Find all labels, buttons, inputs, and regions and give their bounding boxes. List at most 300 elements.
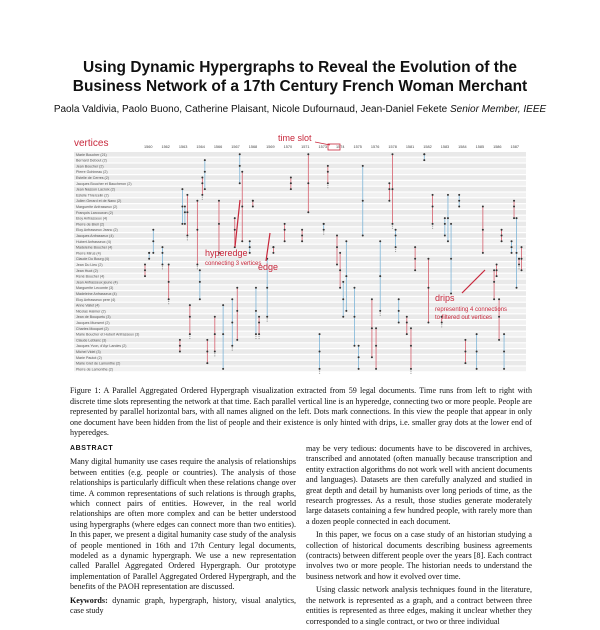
drip-dot: [410, 371, 411, 372]
connection-dot: [199, 298, 201, 300]
person-label: Estelle Thiercelin (2): [76, 193, 109, 198]
connection-dot: [362, 235, 364, 237]
connection-dot: [427, 322, 429, 324]
connection-dot: [391, 223, 393, 225]
authors-names: Paola Valdivia, Paolo Buono, Catherine Plaisant, Nicole Dufournaud, Jean-Daniel Fekete: [53, 104, 448, 115]
connection-dot: [447, 240, 449, 242]
person-label: Jean de Bouquetu (3): [76, 315, 111, 320]
connection-dot: [319, 333, 321, 335]
drip-dot: [441, 326, 442, 327]
connection-dot: [518, 264, 520, 266]
connection-dot: [204, 188, 206, 190]
body-paragraph-1: may be very tedious: documents have to be discovered in archives, transcribed and annotated (often manually because transcription and entity extraction algorithms do not work well with ancient documents and languages). Datasets are then carefully analyzed and studied in great depth and detail by humanists over long periods of time, as the research progresses. As a result, those studies generate moderately large datasets containing a few hundred people, with rarely more than a dozen people connected in each document.: [306, 444, 532, 526]
drip-dot: [189, 338, 190, 339]
person-row: [74, 216, 526, 221]
connection-dot: [222, 304, 224, 306]
keywords-label: Keywords:: [70, 595, 108, 605]
connection-dot: [379, 240, 381, 242]
connection-dot: [511, 252, 513, 254]
connection-dot: [406, 322, 408, 324]
person-row: [74, 297, 526, 302]
connection-dot: [301, 229, 303, 231]
drip-dot: [380, 313, 381, 314]
connection-dot: [290, 177, 292, 179]
drip-dot: [327, 185, 328, 186]
connection-dot: [204, 159, 206, 161]
connection-dot: [444, 235, 446, 237]
connection-dot: [186, 211, 188, 213]
connection-dot: [450, 258, 452, 260]
connection-dot: [148, 258, 150, 260]
year-label: 1567: [231, 145, 240, 149]
connection-dot: [201, 177, 203, 179]
drip-dot: [380, 315, 381, 316]
connection-dot: [249, 246, 251, 248]
drip-dot: [395, 251, 396, 252]
connection-dot: [353, 287, 355, 289]
connection-dot: [501, 240, 503, 242]
drip-dot: [267, 321, 268, 322]
person-row: [74, 274, 526, 279]
drip-dot: [202, 197, 203, 198]
connection-dot: [395, 235, 397, 237]
connection-dot: [447, 217, 449, 219]
person-label: Marguerite Anfrasseux (2): [76, 205, 118, 209]
connection-dot: [391, 188, 393, 190]
year-label: 1574: [336, 145, 345, 149]
person-row: [74, 222, 526, 227]
drip-dot: [255, 338, 256, 339]
person-label: René Boucher (4): [76, 274, 105, 279]
drip-dot: [232, 347, 233, 348]
connection-dot: [161, 264, 163, 266]
year-label: 1570: [283, 145, 293, 149]
connection-dot: [199, 281, 201, 283]
drip-dot: [189, 336, 190, 337]
year-label: 1583: [440, 145, 450, 149]
person-row: [74, 343, 526, 348]
drip-dot: [214, 353, 215, 354]
connection-dot: [414, 246, 416, 248]
person-row: [74, 239, 526, 244]
connection-dot: [284, 240, 286, 242]
person-row: [74, 280, 526, 285]
connection-dot: [222, 333, 224, 335]
connection-dot: [206, 351, 208, 353]
drip-dot: [327, 187, 328, 188]
person-label: Pierre Gohineau (2): [76, 170, 108, 175]
connection-dot: [516, 252, 518, 254]
connection-dot: [290, 182, 292, 184]
year-label: 1573: [318, 145, 327, 149]
person-row: [74, 181, 526, 186]
connection-dot: [204, 171, 206, 173]
connection-dot: [432, 206, 434, 208]
connection-dot: [482, 206, 484, 208]
connection-dot: [148, 252, 150, 254]
connection-dot: [189, 304, 191, 306]
drip-dot: [202, 199, 203, 200]
body-paragraph-2: In this paper, we focus on a case study of an historian studying a collection of historical documents describing business agreements (contracts) between different people over the years [8]. Each contract involves two or more people. The historian needs to understand the business network and how it evolved over time.: [306, 530, 532, 581]
connection-dot: [258, 316, 260, 318]
person-label: Madeleine Boucher (4): [76, 245, 113, 250]
drip-dot: [187, 237, 188, 238]
connection-dot: [458, 200, 460, 202]
connection-dot: [476, 368, 478, 370]
connection-dot: [410, 327, 412, 329]
connection-dot: [375, 345, 377, 347]
connection-dot: [353, 345, 355, 347]
connection-dot: [255, 333, 257, 335]
paoh-visualization: [70, 128, 530, 378]
person-row: [74, 169, 526, 174]
person-row: [74, 285, 526, 290]
drip-dot: [395, 249, 396, 250]
connection-dot: [339, 252, 341, 254]
connection-dot: [307, 182, 309, 184]
connection-dot: [339, 287, 341, 289]
connection-dot: [362, 165, 364, 167]
drip-dot: [323, 234, 324, 235]
connection-dot: [319, 351, 321, 353]
connection-dot: [388, 182, 390, 184]
connection-dot: [234, 217, 236, 219]
connection-dot: [255, 287, 257, 289]
connection-dot: [186, 235, 188, 237]
person-label: Jean Huot (2): [76, 268, 98, 273]
person-row: [74, 251, 526, 256]
connection-dot: [196, 200, 198, 202]
connection-dot: [342, 298, 344, 300]
connection-dot: [249, 240, 251, 242]
connection-dot: [496, 275, 498, 277]
body-right-column: [306, 444, 532, 630]
person-row: [74, 152, 526, 157]
person-label: Bernard Debout (2): [76, 158, 107, 163]
person-label: Julien Gerard et de Nanc (2): [76, 199, 122, 204]
connection-dot: [503, 368, 505, 370]
year-label: 1586: [493, 145, 502, 149]
connection-dot: [184, 206, 186, 208]
connection-dot: [398, 310, 400, 312]
drip-dot: [187, 239, 188, 240]
person-label: Pierre de Breil (2): [76, 222, 105, 227]
connection-dot: [427, 258, 429, 260]
drip-dot: [258, 336, 259, 337]
connection-dot: [201, 182, 203, 184]
connection-dot: [379, 275, 381, 277]
person-row: [74, 233, 526, 238]
year-label: 1562: [161, 145, 170, 149]
drip-dot: [214, 355, 215, 356]
connection-dot: [179, 345, 181, 347]
connection-dot: [307, 153, 309, 155]
drip-dot: [432, 228, 433, 229]
keywords-text: dynamic graph, hypergraph, history, visual analytics, case study: [70, 595, 296, 616]
connection-dot: [181, 206, 183, 208]
person-label: Claude Du Bourg (4): [76, 257, 109, 262]
person-row: [74, 227, 526, 232]
connection-dot: [189, 316, 191, 318]
connection-dot: [272, 252, 274, 254]
connection-dot: [406, 316, 408, 318]
connection-dot: [395, 229, 397, 231]
drip-dot: [319, 373, 320, 374]
person-label: Hubert Anfrasseux (4): [76, 239, 111, 244]
connection-dot: [266, 287, 268, 289]
connection-dot: [222, 368, 224, 370]
person-label: Marie Boucher (21): [76, 152, 107, 157]
connection-dot: [464, 339, 466, 341]
connection-dot: [258, 333, 260, 335]
connection-dot: [236, 339, 238, 341]
person-row: [74, 262, 526, 267]
person-label: François Larcouxon (2): [76, 210, 113, 215]
person-row: [74, 245, 526, 250]
person-label: Jean Boucher (2): [76, 164, 104, 169]
connection-dot: [339, 269, 341, 271]
connection-dot: [503, 351, 505, 353]
drip-dot: [323, 231, 324, 232]
connection-dot: [234, 229, 236, 231]
drip-dot: [162, 266, 163, 267]
connection-dot: [239, 165, 241, 167]
annotation-drips: drips: [435, 293, 455, 303]
connection-dot: [493, 269, 495, 271]
authors-suffix: Senior Member, IEEE: [450, 104, 547, 115]
connection-dot: [375, 327, 377, 329]
person-row: [74, 367, 526, 372]
connection-dot: [144, 264, 146, 266]
connection-dot: [398, 322, 400, 324]
person-label: Estelle de Cerres (2): [76, 176, 109, 180]
person-row: [74, 349, 526, 354]
connection-dot: [266, 316, 268, 318]
person-label: Marie Pautot (2): [76, 355, 102, 360]
connection-dot: [144, 275, 146, 277]
connection-dot: [323, 223, 325, 225]
connection-dot: [336, 264, 338, 266]
person-label: Nicolas Haimer (2): [76, 309, 106, 314]
connection-dot: [521, 269, 523, 271]
person-label: Jean Du Lieu (2): [76, 263, 103, 267]
person-row: [74, 158, 526, 163]
person-label: Eloy Anfrasseux pere (4): [76, 297, 116, 302]
connection-dot: [206, 339, 208, 341]
drip-dot: [197, 268, 198, 269]
year-label: 1576: [370, 145, 380, 149]
abstract-column: [70, 444, 296, 620]
person-label: Marie Gret de Lamonthe (2): [76, 361, 121, 366]
connection-dot: [395, 246, 397, 248]
person-label: Pierre Mirus (4): [76, 251, 101, 256]
connection-dot: [447, 194, 449, 196]
connection-dot: [196, 229, 198, 231]
person-label: Eloy Anfrasseux (4): [76, 216, 108, 221]
connection-dot: [358, 356, 360, 358]
drip-dot: [432, 226, 433, 227]
connection-dot: [371, 298, 373, 300]
connection-dot: [327, 165, 329, 167]
connection-dot: [493, 281, 495, 283]
person-row: [74, 338, 526, 343]
connection-dot: [511, 240, 513, 242]
connection-dot: [239, 182, 241, 184]
annotation-hyperedge-sub: connecting 3 vertices: [205, 261, 262, 267]
connection-dot: [518, 258, 520, 260]
connection-dot: [496, 264, 498, 266]
person-label: Pierre de Lamonthe (2): [76, 367, 113, 372]
drip-dot: [518, 268, 519, 269]
figure-caption: Figure 1: A Parallel Aggregated Ordered Hypergraph visualization extracted from 59 legal documents. Time runs from left to right with discrete time slots representing the network at that time. Each parallel vertical line is an hyperedge, connecting two or more people. People are represented by parallel horizontal bars, with all names aligned on the left. Dots mark connections. In this view the people that appear in only one document have been hidden from the list of people and their existence is only hinted with drips, i.e. smaller gray dots at the lower end of hyperedges.: [70, 386, 532, 438]
person-label: Jacques Boucher et Baucheron (2): [76, 181, 132, 186]
connection-dot: [189, 333, 191, 335]
connection-dot: [179, 351, 181, 353]
connection-dot: [498, 339, 500, 341]
paoh-figure: [70, 128, 530, 378]
connection-dot: [450, 223, 452, 225]
year-label: 1566: [213, 145, 223, 149]
connection-dot: [186, 194, 188, 196]
connection-dot: [236, 310, 238, 312]
connection-dot: [388, 200, 390, 202]
connection-dot: [284, 223, 286, 225]
person-label: Eloy Anfrasseux Jeanc (2): [76, 228, 118, 233]
connection-dot: [513, 206, 515, 208]
person-label: Anne Vallet (4): [76, 303, 100, 308]
drip-dot: [168, 301, 169, 302]
connection-dot: [258, 322, 260, 324]
connection-dot: [410, 368, 412, 370]
year-label: 1575: [353, 145, 362, 149]
person-label: Jean Nasson Lacroix (2): [76, 187, 115, 192]
annotation-edge: edge: [258, 262, 279, 272]
person-row: [74, 355, 526, 360]
keywords: [70, 596, 296, 617]
connection-dot: [323, 229, 325, 231]
person-label: Marguerite Lecomte (3): [76, 286, 114, 291]
connection-dot: [345, 310, 347, 312]
connection-dot: [353, 316, 355, 318]
connection-dot: [427, 287, 429, 289]
connection-dot: [206, 362, 208, 364]
connection-dot: [482, 252, 484, 254]
person-label: Jacques Yvon, d'Ayr Landes (2): [76, 344, 127, 349]
connection-dot: [319, 368, 321, 370]
year-label: 1571: [301, 145, 310, 149]
connection-dot: [410, 345, 412, 347]
connection-dot: [336, 235, 338, 237]
connection-dot: [503, 333, 505, 335]
abstract-heading: ABSTRACT: [70, 445, 114, 452]
year-label: 1578: [388, 145, 397, 149]
drip-dot: [267, 318, 268, 319]
connection-dot: [375, 368, 377, 370]
drip-dot: [392, 226, 393, 227]
connection-dot: [342, 281, 344, 283]
drip-dot: [410, 373, 411, 374]
connection-dot: [236, 287, 238, 289]
connection-dot: [307, 211, 309, 213]
connection-dot: [152, 229, 154, 231]
connection-dot: [513, 200, 515, 202]
connection-dot: [423, 159, 425, 161]
connection-dot: [272, 246, 274, 248]
connection-dot: [521, 246, 523, 248]
connection-dot: [432, 223, 434, 225]
drip-dot: [392, 228, 393, 229]
abstract-text: Many digital humanity use cases require the analysis of relationships between entities (e.g. people or countries). The analysis of those relationships is particularly difficult when these relations change over time. A common representations of such relations is through graphs, which connect pairs of entities. However, in the real world relationships are often more complex and can be better understood using hypergraphs (where edges can connect more than two entities). In this paper, we present a digital humanity case study of the analysis of people mentioned in 16th and 17th Century legal documents, modeled as a dynamic hypergraph. We use a new representation called Parallel Aggregated Ordered Hypergraph. Our prototype implementation of Parallel Aggregated Ordered Hypergraph, and the benefits of the PAOH representation are discussed.: [70, 457, 296, 592]
connection-dot: [231, 322, 233, 324]
person-label: Jacques Munsent (2): [76, 321, 110, 325]
connection-dot: [476, 351, 478, 353]
connection-dot: [252, 200, 254, 202]
connection-dot: [231, 345, 233, 347]
connection-dot: [444, 217, 446, 219]
annotation-drips-sub2: to filtered out vertices: [435, 315, 493, 321]
connection-dot: [493, 298, 495, 300]
connection-dot: [152, 252, 154, 254]
connection-dot: [358, 368, 360, 370]
connection-dot: [511, 246, 513, 248]
year-label: 1564: [196, 145, 205, 149]
person-label: Charles Mocquet (2): [76, 326, 109, 331]
connection-dot: [345, 240, 347, 242]
drip-dot: [232, 350, 233, 351]
connection-dot: [406, 333, 408, 335]
person-row: [74, 268, 526, 273]
connection-dot: [501, 235, 503, 237]
connection-dot: [458, 206, 460, 208]
drip-dot: [518, 266, 519, 267]
connection-dot: [464, 362, 466, 364]
connection-dot: [464, 351, 466, 353]
connection-dot: [521, 258, 523, 260]
drip-dot: [162, 268, 163, 269]
connection-dot: [231, 298, 233, 300]
connection-dot: [482, 229, 484, 231]
connection-dot: [201, 194, 203, 196]
person-row: [74, 187, 526, 192]
connection-dot: [327, 171, 329, 173]
year-label: 1560: [144, 145, 153, 149]
year-label: 1569: [266, 145, 275, 149]
connection-dot: [358, 345, 360, 347]
connection-dot: [516, 217, 518, 219]
person-row: [74, 361, 526, 366]
connection-dot: [214, 316, 216, 318]
connection-dot: [241, 171, 243, 173]
connection-dot: [414, 258, 416, 260]
year-label: 1582: [423, 145, 432, 149]
title-line-1: Using Dynamic Hypergraphs to Reveal the Evolution of the: [82, 59, 518, 76]
connection-dot: [391, 153, 393, 155]
person-label: Claude Leblanc (3): [76, 338, 107, 343]
connection-dot: [214, 351, 216, 353]
connection-dot: [414, 269, 416, 271]
connection-dot: [161, 246, 163, 248]
year-label: 1563: [178, 145, 188, 149]
person-row: [74, 175, 526, 180]
connection-dot: [218, 200, 220, 202]
person-label: Jacques Anfrasseux (4): [76, 234, 114, 238]
paper-title: [0, 58, 600, 96]
connection-dot: [168, 264, 170, 266]
connection-dot: [252, 206, 254, 208]
connection-dot: [345, 275, 347, 277]
connection-dot: [181, 223, 183, 225]
person-row: [74, 291, 526, 296]
